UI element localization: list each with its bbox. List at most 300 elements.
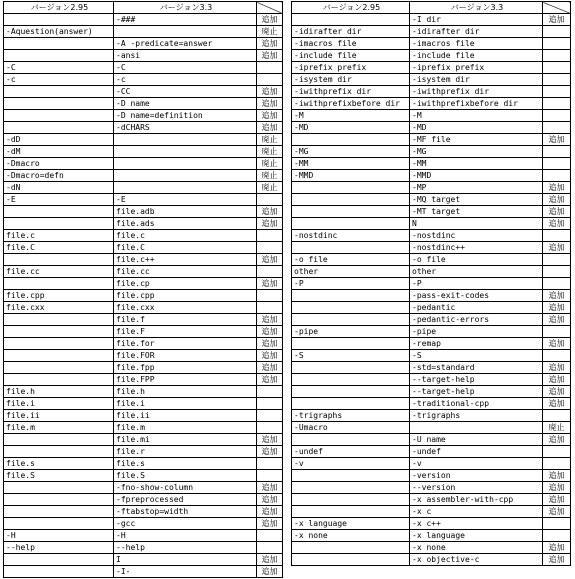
cell-note: 追加 <box>543 182 571 194</box>
cell-version-2-95 <box>292 494 410 506</box>
table-row <box>292 314 571 326</box>
cell-version-3-3: -MF file <box>410 134 543 146</box>
cell-version-2-95: --help <box>4 542 114 554</box>
cell-version-2-95 <box>292 554 410 566</box>
cell-version-2-95 <box>292 374 410 386</box>
table-row <box>292 110 571 122</box>
cell-note <box>543 122 571 134</box>
table-row <box>292 458 571 470</box>
cell-version-2-95 <box>292 470 410 482</box>
cell-version-2-95 <box>292 398 410 410</box>
cell-note: 追加 <box>257 518 283 530</box>
cell-version-3-3: -pedantic-errors <box>410 314 543 326</box>
cell-note: 追加 <box>543 494 571 506</box>
cell-version-3-3: -iprefix prefix <box>410 62 543 74</box>
cell-version-3-3: -pedantic <box>410 302 543 314</box>
cell-note: 追加 <box>543 194 571 206</box>
cell-note: 追加 <box>257 554 283 566</box>
table-row <box>292 362 571 374</box>
cell-note: 追加 <box>257 350 283 362</box>
cell-version-3-3: -nostdinc <box>410 230 543 242</box>
cell-note: 追加 <box>257 314 283 326</box>
table-row <box>292 410 571 422</box>
table-row <box>4 470 283 482</box>
table-body-left <box>4 14 283 578</box>
cell-note <box>543 230 571 242</box>
cell-note <box>257 410 283 422</box>
cell-note <box>257 386 283 398</box>
table-row <box>292 386 571 398</box>
cell-version-2-95: -dN <box>4 182 114 194</box>
cell-note: 追加 <box>543 482 571 494</box>
cell-version-3-3: -D name <box>114 98 257 110</box>
cell-version-3-3: file.cp <box>114 278 257 290</box>
cell-note: 追加 <box>257 374 283 386</box>
table-row <box>4 242 283 254</box>
cell-version-3-3: -MQ target <box>410 194 543 206</box>
cell-version-2-95: file.C <box>4 242 114 254</box>
header-version-3-3: バージョン3.3 <box>410 2 543 14</box>
cell-note: 追加 <box>543 398 571 410</box>
header-note <box>543 2 571 14</box>
cell-version-3-3: file.ads <box>114 218 257 230</box>
table-row <box>292 326 571 338</box>
cell-version-2-95: -H <box>4 530 114 542</box>
cell-version-2-95: -S <box>292 350 410 362</box>
table-row <box>292 470 571 482</box>
cell-version-3-3: -ftabstop=width <box>114 506 257 518</box>
cell-note <box>543 254 571 266</box>
cell-version-2-95 <box>292 206 410 218</box>
cell-note: 追加 <box>257 122 283 134</box>
cell-version-3-3: -I- <box>114 566 257 578</box>
table-row <box>4 434 283 446</box>
header-version-2-95: バージョン2.95 <box>4 2 114 14</box>
cell-version-2-95: file.ii <box>4 410 114 422</box>
cell-note: 追加 <box>257 14 283 26</box>
cell-note <box>257 398 283 410</box>
table-row <box>292 374 571 386</box>
cell-version-3-3: file.FPP <box>114 374 257 386</box>
table-row <box>4 554 283 566</box>
cell-note <box>543 530 571 542</box>
cell-note: 追加 <box>543 302 571 314</box>
table-row <box>4 278 283 290</box>
cell-version-2-95: -Dmacro=defn <box>4 170 114 182</box>
cell-note: 追加 <box>543 290 571 302</box>
table-row <box>4 494 283 506</box>
table-row <box>4 350 283 362</box>
cell-version-3-3: file.ii <box>114 410 257 422</box>
cell-version-2-95 <box>4 434 114 446</box>
cell-version-2-95: -Dmacro <box>4 158 114 170</box>
cell-note: 廃止 <box>543 422 571 434</box>
table-row <box>292 554 571 566</box>
cell-note: 追加 <box>257 494 283 506</box>
cell-version-3-3: -MD <box>410 122 543 134</box>
cell-version-3-3: file.i <box>114 398 257 410</box>
cell-version-3-3: file.C <box>114 242 257 254</box>
cell-version-3-3: file.r <box>114 446 257 458</box>
cell-note <box>257 290 283 302</box>
cell-note: 追加 <box>543 554 571 566</box>
header-version-3-3: バージョン3.3 <box>114 2 257 14</box>
cell-version-2-95 <box>4 86 114 98</box>
table-row <box>292 158 571 170</box>
cell-version-2-95 <box>292 386 410 398</box>
cell-note <box>543 98 571 110</box>
cell-version-3-3: file.mi <box>114 434 257 446</box>
table-row <box>292 398 571 410</box>
cell-version-2-95: -x none <box>292 530 410 542</box>
cell-note: 追加 <box>543 434 571 446</box>
comparison-table-left <box>3 1 283 578</box>
cell-note <box>543 74 571 86</box>
cell-version-2-95 <box>292 242 410 254</box>
cell-note: 廃止 <box>257 134 283 146</box>
cell-note: 追加 <box>543 206 571 218</box>
cell-version-3-3 <box>114 170 257 182</box>
table-row <box>4 410 283 422</box>
cell-note: 追加 <box>257 110 283 122</box>
cell-version-3-3: -gcc <box>114 518 257 530</box>
cell-version-2-95: -idirafter dir <box>292 26 410 38</box>
cell-note: 追加 <box>543 134 571 146</box>
cell-note: 追加 <box>257 446 283 458</box>
cell-version-2-95 <box>292 14 410 26</box>
cell-version-3-3: --target-help <box>410 374 543 386</box>
cell-note: 追加 <box>543 242 571 254</box>
table-row <box>292 518 571 530</box>
table-row <box>4 110 283 122</box>
cell-note <box>257 530 283 542</box>
cell-note <box>257 458 283 470</box>
table-row <box>292 98 571 110</box>
table-row <box>292 482 571 494</box>
cell-note <box>543 446 571 458</box>
cell-note: 追加 <box>543 386 571 398</box>
table-row <box>292 86 571 98</box>
table-row <box>4 482 283 494</box>
cell-version-3-3: file.S <box>114 470 257 482</box>
table-row <box>292 434 571 446</box>
cell-note <box>543 62 571 74</box>
cell-version-3-3: -version <box>410 470 543 482</box>
cell-version-2-95 <box>4 254 114 266</box>
table-row <box>4 62 283 74</box>
cell-version-2-95: -nostdinc <box>292 230 410 242</box>
cell-note: 追加 <box>543 374 571 386</box>
cell-version-2-95: file.c <box>4 230 114 242</box>
cell-version-3-3: file.adb <box>114 206 257 218</box>
cell-version-2-95 <box>4 218 114 230</box>
table-row <box>4 146 283 158</box>
table-row <box>4 326 283 338</box>
cell-note: 追加 <box>257 218 283 230</box>
table-row <box>4 218 283 230</box>
cell-version-2-95: -pipe <box>292 326 410 338</box>
cell-note: 追加 <box>543 314 571 326</box>
cell-version-3-3: -I dir <box>410 14 543 26</box>
table-row <box>292 266 571 278</box>
cell-version-3-3: file.h <box>114 386 257 398</box>
cell-version-3-3: -C <box>114 62 257 74</box>
cell-version-3-3: -include file <box>410 50 543 62</box>
cell-version-2-95 <box>4 50 114 62</box>
cell-version-3-3: -MP <box>410 182 543 194</box>
table-row <box>292 254 571 266</box>
cell-version-3-3: --help <box>114 542 257 554</box>
table-row <box>292 542 571 554</box>
table-row <box>292 290 571 302</box>
cell-version-2-95: -dM <box>4 146 114 158</box>
cell-version-3-3: file.f <box>114 314 257 326</box>
table-row <box>4 518 283 530</box>
cell-version-3-3 <box>114 182 257 194</box>
cell-version-3-3: -D name=definition <box>114 110 257 122</box>
cell-note <box>257 422 283 434</box>
cell-version-2-95 <box>292 482 410 494</box>
cell-version-3-3: file.cc <box>114 266 257 278</box>
cell-version-3-3: -v <box>410 458 543 470</box>
cell-note <box>543 518 571 530</box>
cell-version-3-3: file.s <box>114 458 257 470</box>
cell-version-2-95 <box>292 506 410 518</box>
comparison-table-right <box>291 1 571 566</box>
cell-version-2-95: -C <box>4 62 114 74</box>
cell-note <box>543 278 571 290</box>
cell-version-2-95: -MMD <box>292 170 410 182</box>
cell-version-2-95 <box>4 314 114 326</box>
cell-note: 追加 <box>257 254 283 266</box>
table-row <box>4 314 283 326</box>
table-row <box>4 26 283 38</box>
cell-version-2-95 <box>4 350 114 362</box>
cell-note: 追加 <box>543 218 571 230</box>
table-row <box>4 194 283 206</box>
table-row <box>4 362 283 374</box>
table-row <box>4 122 283 134</box>
cell-note: 追加 <box>257 206 283 218</box>
table-row <box>292 338 571 350</box>
cell-version-3-3: -pass-exit-codes <box>410 290 543 302</box>
cell-version-2-95: -c <box>4 74 114 86</box>
table-row <box>292 530 571 542</box>
cell-version-2-95 <box>4 326 114 338</box>
cell-note <box>257 74 283 86</box>
cell-version-2-95: file.cpp <box>4 290 114 302</box>
table-row <box>292 446 571 458</box>
table-row <box>4 50 283 62</box>
cell-note: 廃止 <box>257 26 283 38</box>
cell-version-3-3: file.cpp <box>114 290 257 302</box>
table-row <box>4 458 283 470</box>
cell-version-2-95: -undef <box>292 446 410 458</box>
cell-note: 追加 <box>543 542 571 554</box>
cell-version-3-3: -dCHARS <box>114 122 257 134</box>
cell-version-3-3: N <box>410 218 543 230</box>
table-row <box>4 182 283 194</box>
cell-version-3-3: -E <box>114 194 257 206</box>
cell-note: 追加 <box>257 434 283 446</box>
table-row <box>4 74 283 86</box>
cell-version-2-95 <box>292 434 410 446</box>
cell-version-2-95: -M <box>292 110 410 122</box>
cell-note <box>257 242 283 254</box>
cell-note <box>543 50 571 62</box>
table-row <box>292 14 571 26</box>
cell-version-3-3: -MMD <box>410 170 543 182</box>
cell-version-3-3 <box>410 422 543 434</box>
cell-note: 追加 <box>543 362 571 374</box>
cell-note: 追加 <box>543 338 571 350</box>
cell-version-2-95 <box>292 362 410 374</box>
cell-version-2-95 <box>4 566 114 578</box>
cell-note: 追加 <box>257 326 283 338</box>
cell-version-3-3: -CC <box>114 86 257 98</box>
table-row <box>292 194 571 206</box>
cell-version-3-3: -nostdinc++ <box>410 242 543 254</box>
cell-version-2-95: file.i <box>4 398 114 410</box>
cell-note <box>543 410 571 422</box>
table-row <box>4 14 283 26</box>
cell-version-2-95: -o file <box>292 254 410 266</box>
table-row <box>292 350 571 362</box>
header-note <box>257 2 283 14</box>
cell-note: 追加 <box>543 14 571 26</box>
table-row <box>292 134 571 146</box>
cell-version-2-95 <box>292 194 410 206</box>
cell-version-2-95: -isystem dir <box>292 74 410 86</box>
cell-version-2-95 <box>292 302 410 314</box>
table-row <box>292 122 571 134</box>
cell-note <box>543 350 571 362</box>
cell-version-2-95: -imacros file <box>292 38 410 50</box>
table-row <box>292 50 571 62</box>
table-row <box>4 542 283 554</box>
cell-version-2-95: -v <box>292 458 410 470</box>
cell-note <box>543 326 571 338</box>
cell-version-2-95 <box>4 206 114 218</box>
cell-version-2-95: file.S <box>4 470 114 482</box>
cell-version-3-3: file.m <box>114 422 257 434</box>
cell-version-2-95: -iprefix prefix <box>292 62 410 74</box>
cell-version-3-3: -fno-show-column <box>114 482 257 494</box>
cell-version-3-3: -std=standard <box>410 362 543 374</box>
cell-version-2-95: file.cxx <box>4 302 114 314</box>
cell-version-3-3: -U name <box>410 434 543 446</box>
header-row <box>292 2 571 14</box>
cell-note: 追加 <box>257 278 283 290</box>
cell-version-3-3: -MT target <box>410 206 543 218</box>
cell-version-3-3: -x c <box>410 506 543 518</box>
table-row <box>4 398 283 410</box>
cell-version-3-3: -x objective-c <box>410 554 543 566</box>
cell-version-2-95: -iwithprefixbefore dir <box>292 98 410 110</box>
table-row <box>292 170 571 182</box>
cell-note <box>257 266 283 278</box>
cell-version-2-95 <box>4 362 114 374</box>
cell-version-2-95 <box>4 494 114 506</box>
table-row <box>292 38 571 50</box>
table-row <box>292 182 571 194</box>
cell-version-2-95: -include file <box>292 50 410 62</box>
cell-version-3-3: -trigraphs <box>410 410 543 422</box>
cell-note: 追加 <box>257 482 283 494</box>
cell-note <box>543 38 571 50</box>
cell-version-3-3: -isystem dir <box>410 74 543 86</box>
cell-version-3-3: file.c++ <box>114 254 257 266</box>
table-body-right <box>292 14 571 566</box>
cell-note: 廃止 <box>257 182 283 194</box>
cell-version-2-95: -x language <box>292 518 410 530</box>
cell-version-2-95: -MG <box>292 146 410 158</box>
table-row <box>4 230 283 242</box>
cell-note: 廃止 <box>257 158 283 170</box>
cell-version-3-3: other <box>410 266 543 278</box>
table-row <box>292 494 571 506</box>
table-row <box>4 302 283 314</box>
cell-version-3-3: -H <box>114 530 257 542</box>
cell-version-3-3: -traditional-cpp <box>410 398 543 410</box>
cell-note <box>257 542 283 554</box>
cell-version-2-95 <box>292 314 410 326</box>
cell-version-2-95: -Aquestion(answer) <box>4 26 114 38</box>
table-row <box>292 422 571 434</box>
table-row <box>4 254 283 266</box>
cell-version-2-95 <box>292 182 410 194</box>
table-row <box>4 338 283 350</box>
cell-version-3-3: file.for <box>114 338 257 350</box>
table-row <box>4 206 283 218</box>
table-row <box>292 146 571 158</box>
table-row <box>292 230 571 242</box>
cell-note <box>543 170 571 182</box>
cell-version-3-3: file.FOR <box>114 350 257 362</box>
table-row <box>4 374 283 386</box>
cell-version-3-3: -iwithprefixbefore dir <box>410 98 543 110</box>
table-row <box>292 506 571 518</box>
cell-note <box>543 110 571 122</box>
table-row <box>292 74 571 86</box>
cell-note: 追加 <box>257 506 283 518</box>
cell-version-2-95 <box>4 374 114 386</box>
table-row <box>292 206 571 218</box>
table-row <box>4 266 283 278</box>
cell-version-3-3: -S <box>410 350 543 362</box>
cell-version-3-3 <box>114 146 257 158</box>
cell-version-3-3: -MM <box>410 158 543 170</box>
cell-version-2-95 <box>292 290 410 302</box>
cell-version-3-3: file.c <box>114 230 257 242</box>
cell-version-2-95: -MD <box>292 122 410 134</box>
cell-version-3-3: -x assembler-with-cpp <box>410 494 543 506</box>
table-row <box>4 506 283 518</box>
cell-version-3-3 <box>114 26 257 38</box>
cell-note <box>257 194 283 206</box>
cell-version-3-3: -A -predicate=answer <box>114 38 257 50</box>
cell-note: 追加 <box>257 362 283 374</box>
table-row <box>292 26 571 38</box>
cell-version-2-95 <box>292 218 410 230</box>
cell-note <box>257 302 283 314</box>
cell-version-3-3: -imacros file <box>410 38 543 50</box>
cell-version-2-95 <box>4 38 114 50</box>
table-row <box>4 38 283 50</box>
cell-note: 廃止 <box>257 170 283 182</box>
table-row <box>4 422 283 434</box>
cell-version-3-3: -undef <box>410 446 543 458</box>
